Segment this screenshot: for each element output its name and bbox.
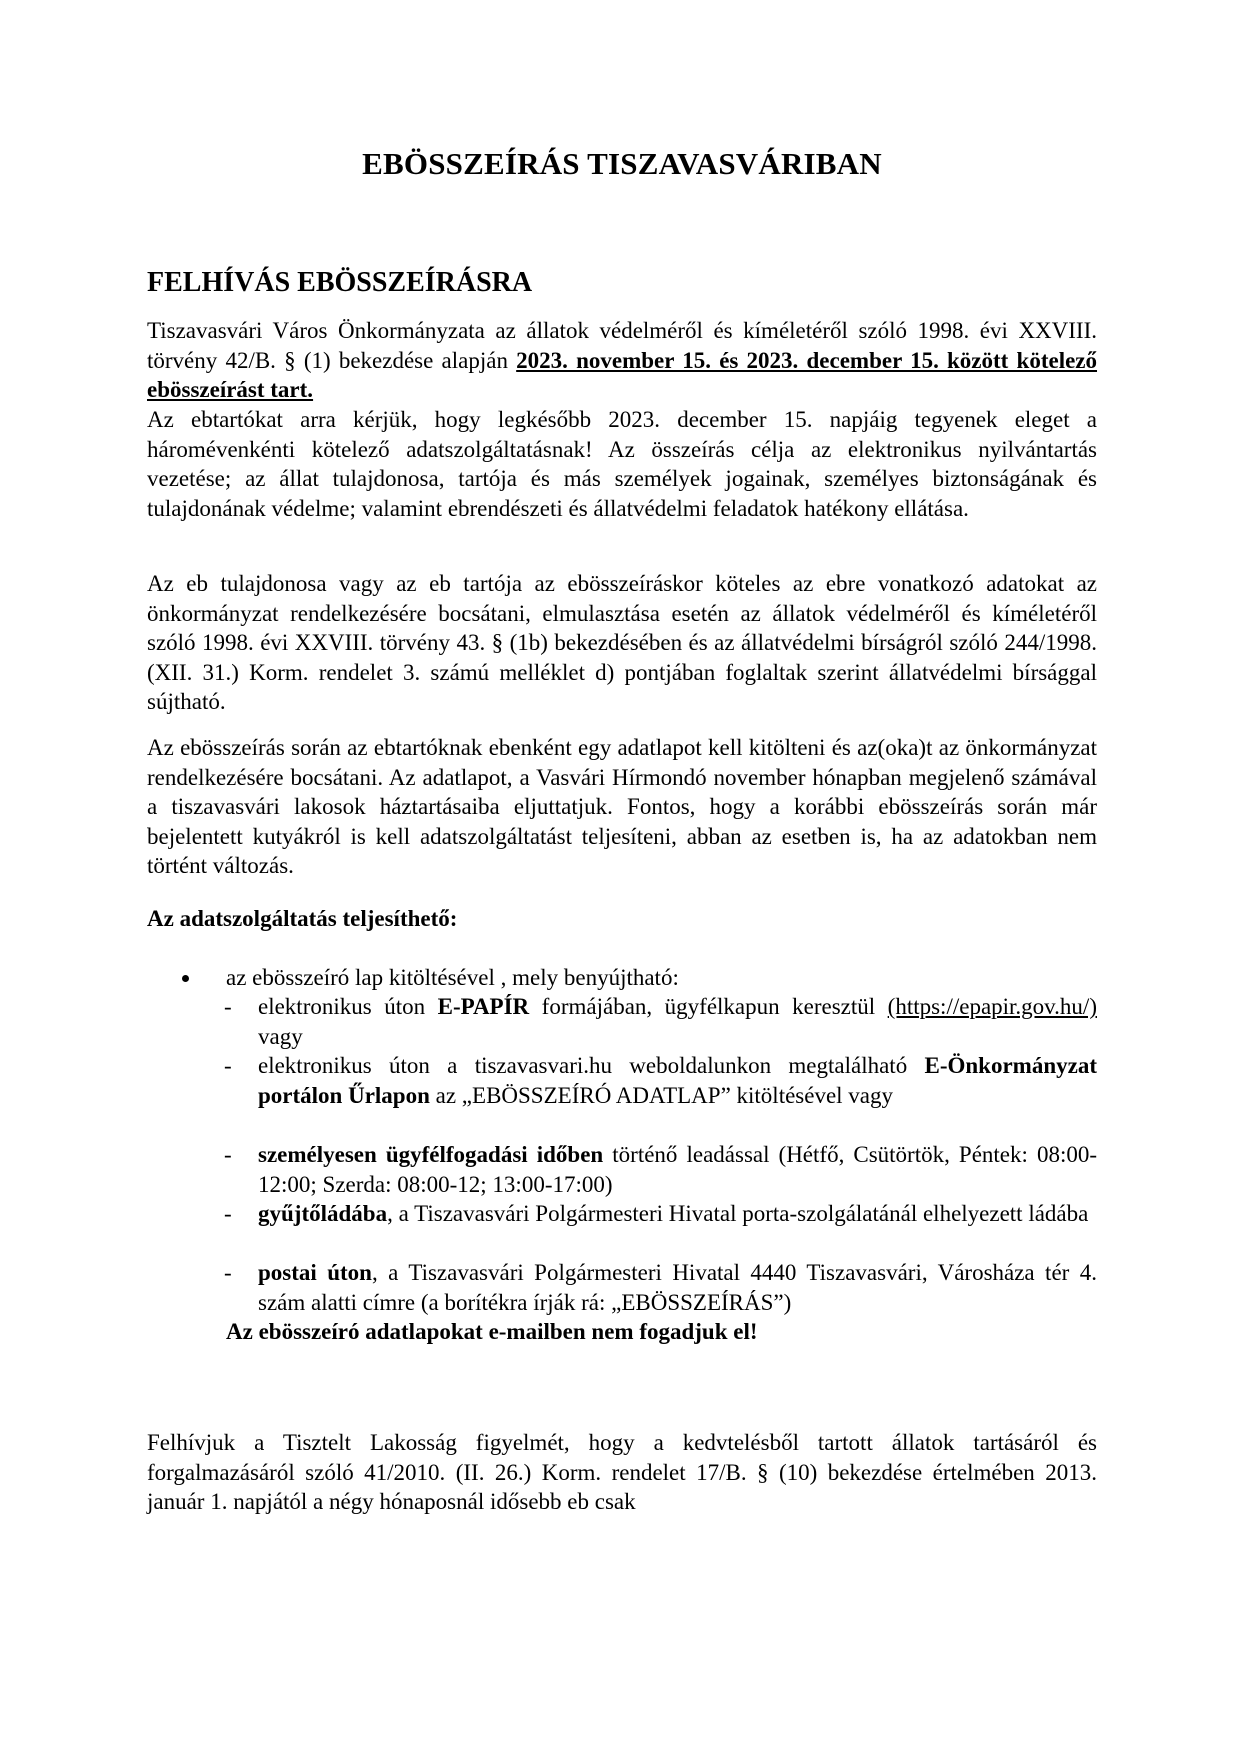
item-text-part: vagy bbox=[258, 1023, 303, 1049]
item-text bbox=[258, 1140, 1097, 1199]
section-title: FELHÍVÁS EBÖSSZEÍRÁSRA bbox=[147, 267, 533, 298]
list-item bbox=[226, 1140, 1097, 1199]
dash-marker: - bbox=[224, 1053, 232, 1078]
item-bold-part: E-Önkormányzat portálon Űrlapon bbox=[258, 1053, 1097, 1108]
item-bold-part: gyűjtőládába bbox=[258, 1201, 388, 1226]
bullet-text: az ebösszeíró lap kitöltésével , mely benyújtható: bbox=[226, 965, 679, 990]
email-warning: Az ebösszeíró adatlapokat e-mailben nem fogadjuk el! bbox=[226, 1319, 758, 1344]
purpose-paragraph: Az ebtartókat arra kérjük, hogy legkésőbb 2023. december 15. napjáig tegyenek eleget a háromévenkénti kötelező adatszolgáltatásnak! Az összeírás célja az elektronikus nyilvántartás vezetése; az állat tulajdonosa, tartója és más személyek jogainak, személyes biztonságának és tulajdonának védelme; valamint ebrendészeti és állatvédelmi feladatok hatékony ellátása. bbox=[147, 407, 1097, 521]
item-text-part: , a Tiszavasvári Polgármesteri Hivatal 4440 Tiszavasvári, Városháza tér 4. szám alatti címre (a borítékra írják rá: „EBÖSSZEÍRÁS”) bbox=[258, 1260, 1097, 1315]
item-text bbox=[258, 992, 1097, 1051]
item-text-part: , a Tiszavasvári Polgármesteri Hivatal porta-szolgálatánál elhelyezett ládába bbox=[387, 1201, 1089, 1226]
item-text-part: történő leadással (Hétfő, Csütörtök, Péntek: 08:00-12:00; Szerda: 08:00-12; 13:00-17:00) bbox=[258, 1142, 1097, 1197]
item-bold-part: postai úton bbox=[258, 1260, 372, 1285]
obligation-paragraph: Az eb tulajdonosa vagy az eb tartója az ebösszeíráskor köteles az ebre vonatkozó adatokat az önkormányzat rendelkezésére bocsátani, elmulasztása esetén az állatok védelméről és kíméletéről szóló 1998. évi XXVIII. törvény 43. § (1b) bekezdésében és az állatvédelmi bírságról szóló 244/1998. (XII. 31.) Korm. rendelet 3. számú melléklet d) pontjában foglaltak szerint állatvédelmi bírsággal sújtható. bbox=[147, 571, 1097, 714]
bullet-icon bbox=[182, 975, 189, 982]
item-text-part: formájában, ügyfélkapun keresztül bbox=[529, 994, 876, 1019]
intro-date-range: 2023. november 15. és 2023. december 15. között kötelező ebösszeírást tart. bbox=[147, 347, 1098, 402]
item-text bbox=[258, 1258, 1097, 1317]
dash-marker: - bbox=[224, 994, 232, 1019]
closing-paragraph: Felhívjuk a Tisztelt Lakosság figyelmét, hogy a kedvtelésből tartott állatok tartásáról és forgalmazásáról szóló 41/2010. (II. 26.) Korm. rendelet 17/B. § (10) bekezdése értelmében 2013. január 1. napjától a négy hónaposnál idősebb eb csak bbox=[147, 1430, 1097, 1514]
intro-text: Tiszavasvári Város Önkormányzata az állatok védelméről és kíméletéről szóló 1998. évi XXVIII. törvény 42/B. § (1) bekezdése alapján bbox=[147, 318, 1097, 373]
list-item bbox=[226, 1051, 1097, 1140]
item-text-part: elektronikus úton bbox=[258, 994, 438, 1019]
intro-paragraph bbox=[147, 316, 1097, 405]
dash-marker: - bbox=[224, 1201, 232, 1226]
item-text bbox=[258, 1051, 1097, 1110]
form-paragraph: Az ebösszeírás során az ebtartóknak ebenként egy adatlapot kell kitölteni és az(oka)t az önkormányzat rendelkezésére bocsátani. Az adatlapot, a Vasvári Hírmondó november hónapban megjelenő számával a tiszavasvári lakosok háztartásaiba eljuttatjuk. Fontos, hogy a korábbi ebösszeírás során már bejelentett kutyákról is kell adatszolgáltatást teljesíteni, abban az esetben is, ha az adatokban nem történt változás. bbox=[147, 735, 1097, 878]
item-bold-part: személyesen ügyfélfogadási időben bbox=[258, 1142, 604, 1167]
list-item bbox=[226, 1199, 1097, 1258]
list-item bbox=[226, 1258, 1097, 1317]
item-bold-part: E-PAPÍR bbox=[437, 994, 530, 1019]
item-text-part: az „EBÖSSZEÍRÓ ADATLAP” kitöltésével vagy bbox=[429, 1082, 894, 1108]
epapir-link[interactable]: (https://epapir.gov.hu/) bbox=[887, 994, 1097, 1019]
submission-heading: Az adatszolgáltatás teljesíthető: bbox=[147, 906, 458, 931]
document-title: EBÖSSZEÍRÁS TISZAVASVÁRIBAN bbox=[362, 146, 882, 181]
item-text-part: elektronikus úton a tiszavasvari.hu weboldalunkon megtalálható bbox=[258, 1053, 925, 1078]
item-text bbox=[258, 1199, 1097, 1229]
dash-marker: - bbox=[224, 1260, 232, 1285]
list-item bbox=[226, 992, 1097, 1051]
dash-marker: - bbox=[224, 1142, 232, 1167]
